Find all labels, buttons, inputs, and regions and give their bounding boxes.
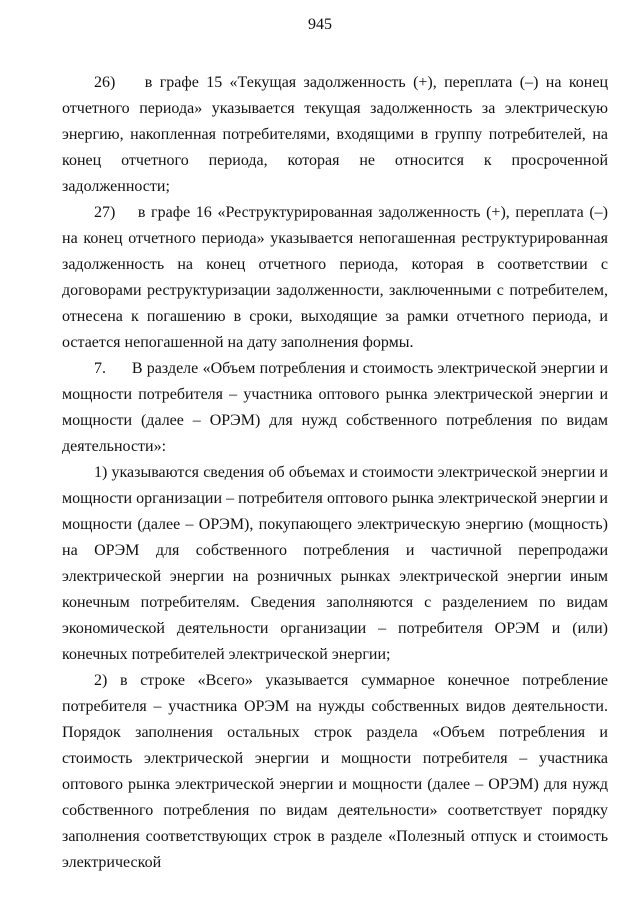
paragraph-subitem-1: 1) указываются сведения об объемах и стоимости электрической энергии и мощности организации – потребителя оптового рынка электрической энергии и мощности (далее – ОРЭМ), покупающего электрическую энергию (мощность) на ОРЭМ для собственного потребления и частичной перепродажи электрической энергии на розничных рынках электрической энергии иным конечным потребителям. Сведения заполняются с разделением по видам экономической деятельности организации – потребителя ОРЭМ и (или) конечных потребителей электрической энергии; [62, 464, 608, 663]
paragraph-section-7: 7. В разделе «Объем потребления и стоимость электрической энергии и мощности потребителя – участника оптового рынка электрической энергии и мощности (далее – ОРЭМ) для нужд собственного потребления по видам деятельности»: [62, 360, 608, 455]
document-body [62, 70, 608, 876]
paragraph-item-27: 27) в графе 16 «Реструктурированная задолженность (+), переплата (–) на конец отчетного периода» указывается непогашенная реструктурированная задолженность на конец отчетного периода, которая в соответствии с договорами реструктуризации задолженности, заключенными с потребителем, отнесена к погашению в сроки, выходящие за рамки отчетного периода, и остается непогашенной на дату заполнения формы. [62, 204, 608, 351]
paragraph-item-26: 26) в графе 15 «Текущая задолженность (+), переплата (–) на конец отчетного периода» указывается текущая задолженность за электрическую энергию, накопленная потребителями, входящими в группу потребителей, на конец отчетного периода, которая не относится к просроченной задолженности; [62, 74, 608, 195]
page-number: 945 [308, 16, 332, 33]
paragraph-subitem-2: 2) в строке «Всего» указывается суммарное конечное потребление потребителя – участника ОРЭМ на нужды собственных видов деятельности. Порядок заполнения остальных строк раздела «Объем потребления и стоимость электрической энергии и мощности потребителя – участника оптового рынка электрической энергии и мощности (далее – ОРЭМ) для нужд собственного потребления по видам деятельности» соответствует порядку заполнения соответствующих строк в разделе «Полезный отпуск и стоимость электрической [62, 672, 608, 871]
